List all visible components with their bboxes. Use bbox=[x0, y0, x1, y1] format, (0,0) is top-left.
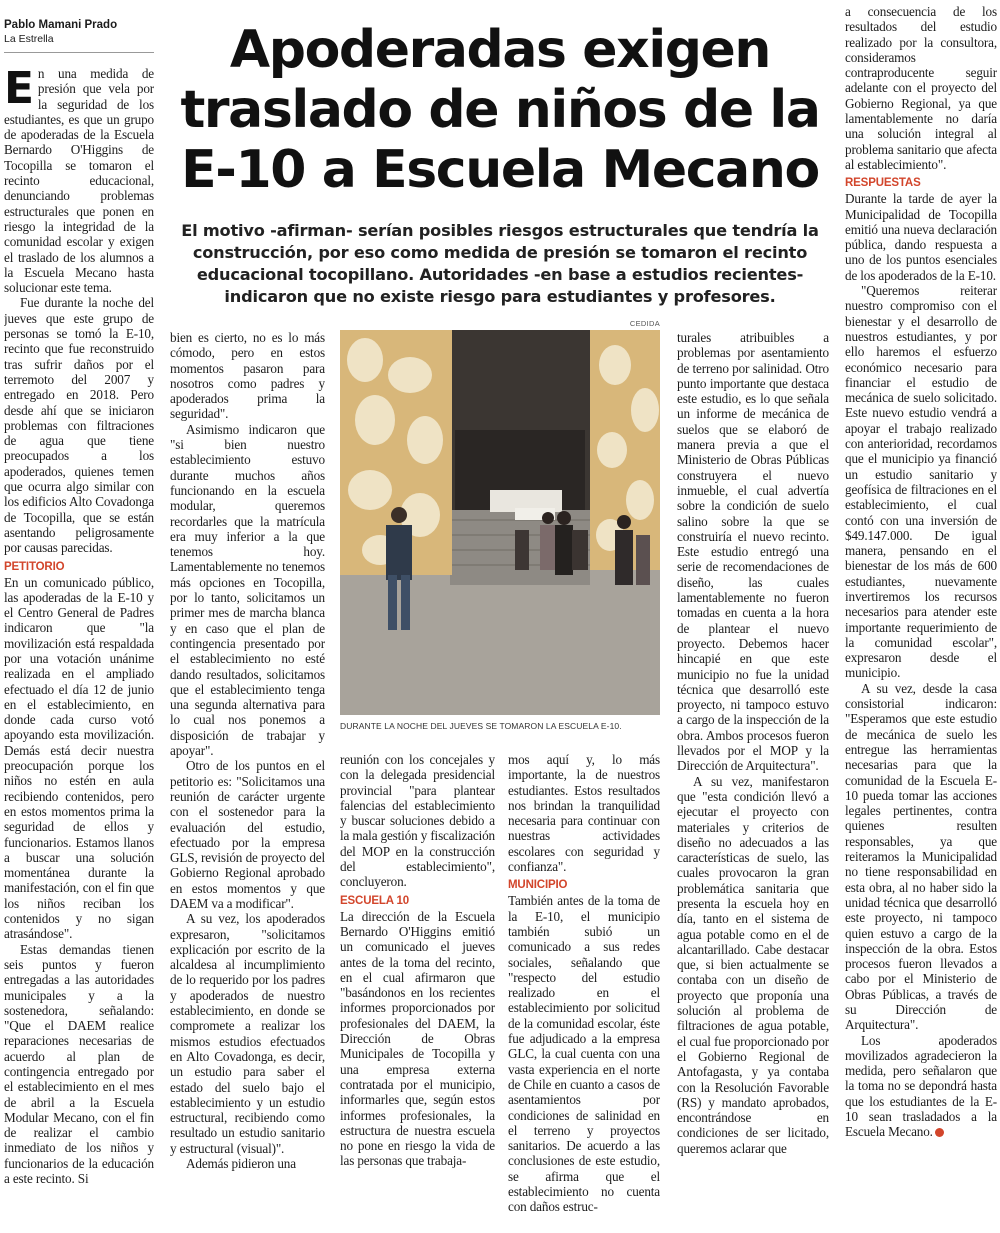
drop-cap: E bbox=[4, 66, 34, 114]
paragraph: Fue durante la noche del jueves que este grupo de personas se tomó la E-10, recinto que fue reconstruido tras sufrir daños por el terremoto del 2007 y entregado en 2018. Pero desde ahí que se iniciaron problemas con filtraciones de agua que tiene preocupados a los apoderados, quienes temen que ocurra algo similar con los edificios Alto Covadonga de Tocopilla, que se están asentando peligrosamente por causas parecidas. bbox=[4, 295, 154, 556]
news-photo bbox=[340, 330, 660, 715]
byline-author: Pablo Mamani Prado bbox=[4, 19, 118, 31]
paragraph: mos aquí y, lo más importante, la de nuestros estudiantes. Estos resultados nos brindan la tranquilidad necesaria para continuar con nuestras actividades escolares con seguridad y confianza". bbox=[508, 752, 660, 875]
photo-caption: DURANTE LA NOCHE DEL JUEVES SE TOMARON LA ESCUELA E-10. bbox=[340, 721, 622, 731]
article-column-5 bbox=[677, 330, 829, 1230]
paragraph: Además pidieron una bbox=[186, 1156, 296, 1172]
section-heading-petitorio: PETITORIO bbox=[4, 560, 65, 573]
subhead: El motivo -afirman- serían posibles riesgos estructurales que tendría la construcción, por eso como medida de presión se tomaron el recinto educacional tocopillano. Autoridades -en base a estudios recientes- indicaron que no existe riesgo para estudiantes y profesores. bbox=[181, 221, 819, 306]
paragraph: La dirección de la Escuela Bernardo O'Higgins emitió un comunicado el jueves antes de la toma del recinto, en el cual afirmaron que "basándonos en los recientes informes proporcionados por profesionales del DAEM, la Dirección de Obras Municipales de Tocopilla y una empresa externa contratada por el municipio, informarles que, según estos informes profesionales, la estructura de nuestra escuela no pone en riesgo la vida de las personas que trabaja- bbox=[340, 908, 495, 1169]
byline-source: La Estrella bbox=[4, 33, 154, 53]
paragraph: A su vez, los apoderados expresaron, "solicitamos explicación por escrito de la alcaldesa al incumplimiento de lo requerido por los padres y apoderados de nuestro establecimiento, en donde se compromete a realizar los mismos estudios efectuados en Alto Covadonga, es decir, un estudio para saber el estado del suelo bajo el establecimiento y un estudio estructural, recibiendo como resultado un estudio sanitario y estructural (visual)". bbox=[170, 911, 325, 1156]
paragraph: Otro de los puntos en el petitorio es: "Solicitamos una reunión de carácter urgente con el sostenedor para la evaluación del estudio, efectuado por la empresa GLS, revisión de proyecto del Gobierno Regional aprobado en estos momentos y que DAEM va a modificar". bbox=[170, 758, 325, 911]
paragraph: A su vez, manifestaron que "esta condición llevó a ejecutar el proyecto con materiales y criterios de diseño no adecuados a las características de suelo, las cuales provocaron la gran problemática sanitaria que presenta la escuela hoy en día, tanto en el sistema de agua potable como en el de alcantarillado. Cabe destacar que, si bien actualmente se contaba con un diseño de proyecto que proponía una solución al problema de filtraciones de agua potable, el cual fue proporcionado por el Gobierno Regional de Antofagasta, y ya contaba con la Resolución Favorable (RS) y mandato aprobados, encontrándose en condiciones de ser licitado, queremos aclarar que bbox=[677, 773, 829, 1156]
paragraph: Los apoderados movilizados agradecieron la medida, pero señalaron que la toma no se depondrá hasta que los estudiantes de la E-10 sean trasladados a la Escuela Mecano. bbox=[845, 1032, 997, 1140]
section-heading-municipio: MUNICIPIO bbox=[508, 879, 568, 892]
article-column-3 bbox=[340, 752, 495, 1232]
article-column-4 bbox=[508, 752, 660, 1232]
end-mark-icon bbox=[935, 1128, 944, 1137]
paragraph: Asimismo indicaron que "si bien nuestro establecimiento estuvo durante muchos años funcionando en la escuela modular, queremos recordarles que la matrícula era muy inferior a la que tenemos hoy. Lamentablemente no tenemos más opciones en Tocopilla, por lo tanto, solicitamos un primer mes de marcha blanca y en caso que el plan de contingencia presentado por el establecimiento no esté dando resultados, solicitamos que el establecimiento tenga una segunda alternativa para lo cual nos ponemos a disposición de trabajar y apoyar". bbox=[170, 421, 325, 759]
paragraph: A su vez, desde la casa consistorial indicaron: "Esperamos que este estudio de mecánica de suelo les entregue las herramientas necesarias para que la comunidad de la Escuela E-10 pueda tomar las acciones legales pertinentes, contra quienes resulten responsables, ya que reiteramos la Municipalidad no tiene responsabilidad en esta obra, al no haber sido la unidad técnica que desarrolló este proyecto, ni tampoco quien estuvo a cargo de la inspección de la obra. Estos procesos fueron llevados a cabo por el Ministerio de Obras Públicas, a través de su Dirección de Arquitectura". bbox=[845, 680, 997, 1033]
article-column-1 bbox=[4, 66, 154, 1231]
section-heading-escuela-10: ESCUELA 10 bbox=[340, 894, 410, 907]
section-heading-respuestas: RESPUESTAS bbox=[845, 177, 921, 190]
paragraph: reunión con los concejales y con la delegada presidencial provincial "para plantear falencias del establecimiento y buscar soluciones debido a la mala gestión y fiscalización del MOP en la construcción del establecimiento", concluyeron. bbox=[340, 752, 495, 890]
paragraph: En un comunicado público, las apoderadas de la E-10 y el Centro General de Padres indicaron que "la movilización está respaldada por una votación unánime realizada en el ampliado efectuado el día 12 de junio en el establecimiento, en donde cada curso votó apoyando esta movilización. Demás está decir nuestra preocupación porque los niños no estén en aula recibiendo contenidos, pero en estos momentos prima la seguridad de ellos y funcionarios. Estamos llanos a buscar una solución momentánea durante la manifestación, con el fin que los niños reciban los contenidos y no sigan atrasándose". bbox=[4, 574, 154, 942]
paragraph: turales atribuibles a problemas por asentamiento de terreno por salinidad. Otro punto importante que destaca este estudio, es lo que señala un informe de mecánica de suelos que se elaboró de manera previa a que el Ministerio de Obras Públicas construyera el nuevo inmueble, el cual advertía sobre la condición de suelo salino sobre la que se construiría el nuevo recinto. Este estudio entregó una serie de recomendaciones de diseño, las cuales lamentablemente no fueron tomadas en cuenta a la hora de plantear el nuevo proyecto. Debemos hacer hincapié en que este municipio no fue la unidad técnica que desarrolló este proyecto, ni tampoco estuvo a cargo de la inspección de la obra. Ambos procesos fueron llevados por el MOP y la Dirección de Arquitectura". bbox=[677, 330, 829, 774]
paragraph: Durante la tarde de ayer la Municipalidad de Tocopilla emitió una nueva declaración pública, dando respuesta a uno de los puntos esenciales de los apoderados de la E-10. bbox=[845, 191, 997, 283]
photo-credit: CEDIDA bbox=[629, 319, 660, 328]
paragraph: bien es cierto, no es lo más cómodo, pero en estos momentos pasaron para nosotros como padres y apoderados prima la seguridad". bbox=[170, 330, 325, 422]
paragraph: a consecuencia de los resultados del estudio realizado por la consultora, consideramos contraproducente seguir adelante con el proyecto del Gobierno Regional, ya que lamentablemente no daría una solución integral al problema sanitario que afecta al establecimiento". bbox=[845, 4, 997, 172]
paragraph: Estas demandas tienen seis puntos y fueron entregadas a las autoridades municipales y a la sostenedora, señalando: "Que el DAEM realice reparaciones necesarias de acuerdo al plan de contingencia entregado por el establecimiento en el mes de abril a la Escuela Modular Mecano, con el fin de realizar el cambio inmediato de los niños y funcionarios de la educación a este recinto. Si bbox=[4, 941, 154, 1187]
paragraph: "Queremos reiterar nuestro compromiso con el bienestar y el desarrollo de nuestros estudiantes, y por ello haremos el esfuerzo económico necesario para financiar el estudio de mecánica de suelo solicitado. Este nuevo estudio vendrá a apoyar el trabajo realizado con anterioridad, recordamos que el municipio ya financió un estudio sanitario y geofísica de filtraciones en el establecimiento, el cual contó con una inversión de $49.147.000. De igual manera, pensando en el bienestar de los más de 600 estudiantes, nuevamente invertiremos los recursos necesarios para atender este importante requerimiento de la comunidad escolar", expresaron desde el municipio. bbox=[845, 283, 997, 681]
paragraph: También antes de la toma de la E-10, el municipio también subió un comunicado a sus redes sociales, señalando que "respecto del estudio realizado en el establecimiento por solicitud de la comunidad escolar, éste fue adjudicado a la empresa GLC, la cual cuenta con una vasta experiencia en el norte de Chile en cuanto a casos de asentamientos por condiciones de salinidad en el terreno y proyectos sanitarios. De acuerdo a las conclusiones de este estudio, se afirma que el establecimiento no cuenta con daños estruc- bbox=[508, 893, 660, 1215]
article-column-2 bbox=[170, 330, 325, 1230]
paragraph: En una medida de presión que vela por la seguridad de los estudiantes, es que un grupo de apoderadas de la Escuela Bernardo O'Higgins de Tocopilla se tomaron el recinto educacional, denunciando problemas estructurales que ponen en riesgo la integridad de la comunidad escolar y exigen el traslado de los alumnos a la Escuela Mecano hasta solucionar este tema. bbox=[4, 66, 154, 296]
headline: Apoderadas exigen traslado de niños de la E-10 a Escuela Mecano bbox=[180, 20, 820, 200]
article-column-6 bbox=[845, 4, 997, 1230]
